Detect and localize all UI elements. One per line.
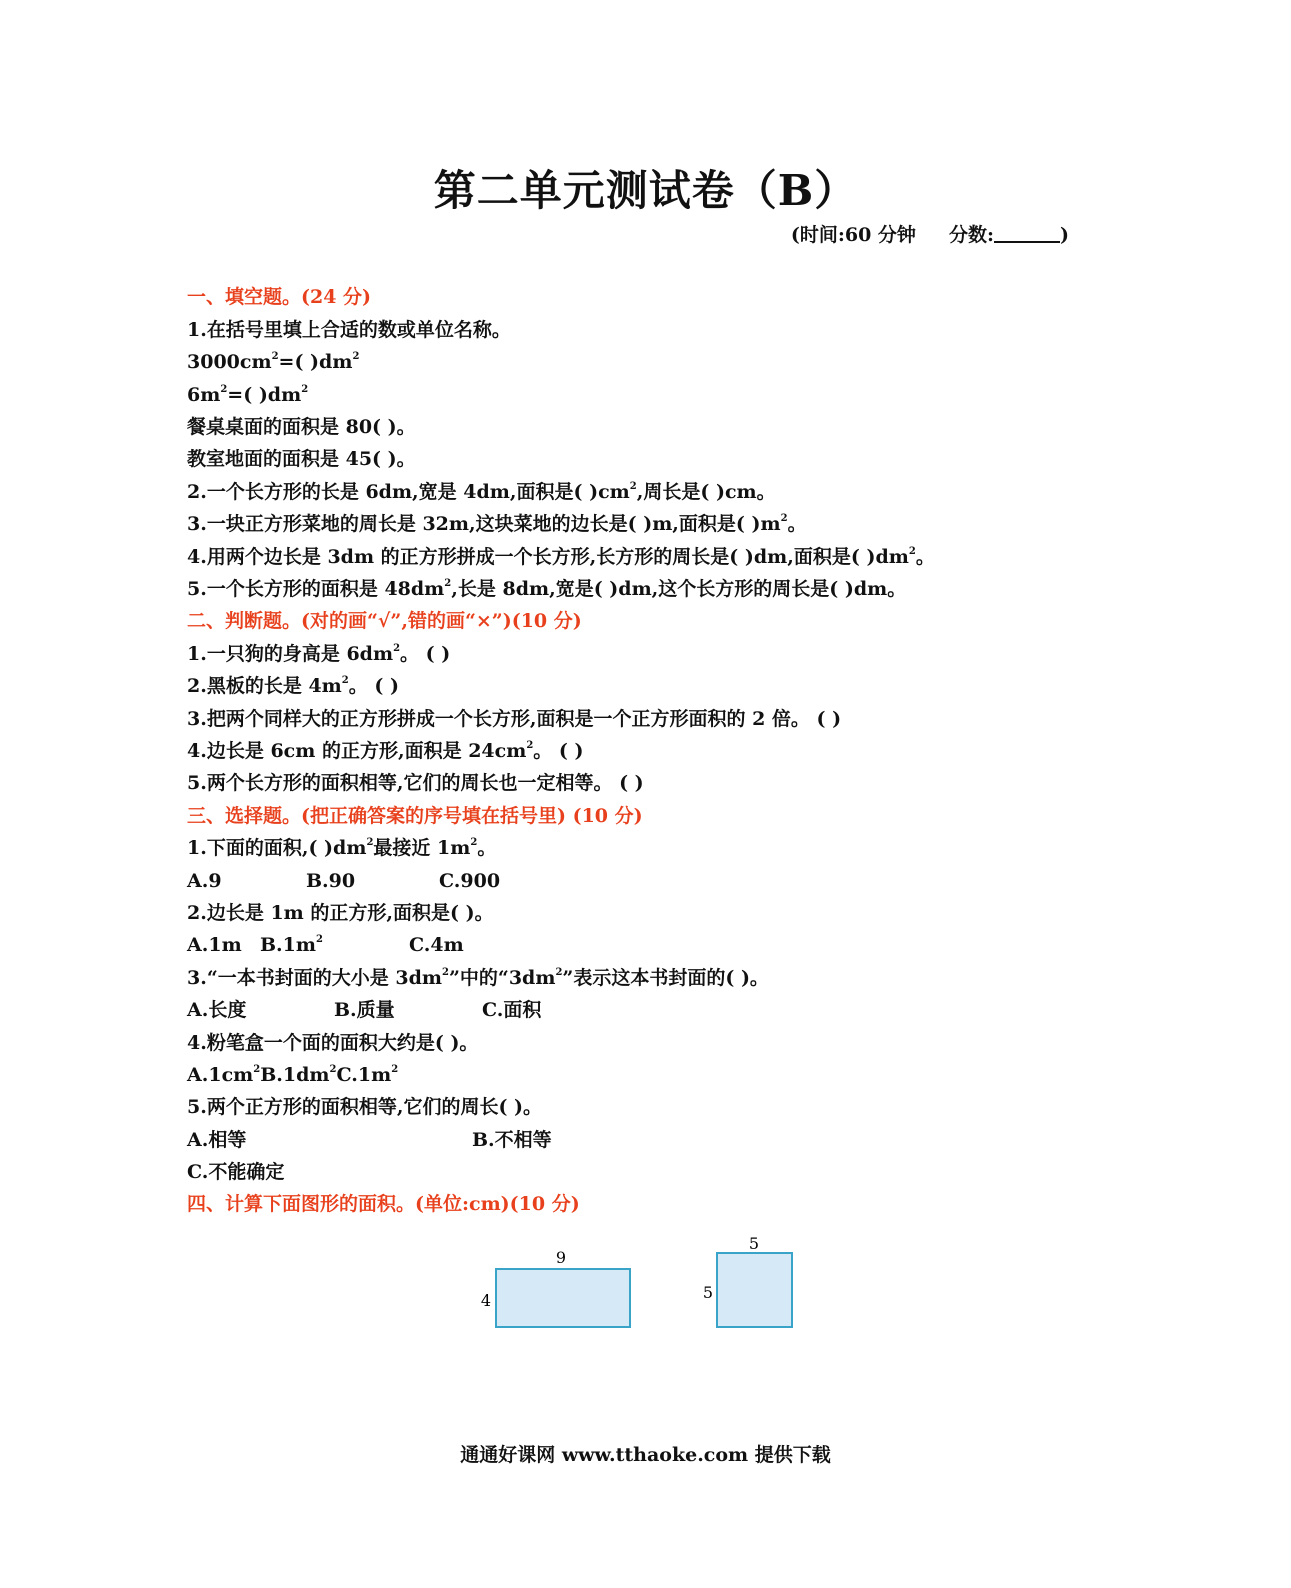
score-label: 分数:: [948, 224, 994, 246]
option-c: C.4m: [409, 934, 464, 956]
option-a: A.长度: [187, 999, 247, 1021]
s2-q5: 5.两个长方形的面积相等,它们的周长也一定相等。 ( ): [187, 772, 644, 794]
s3-q5-option-c: C.不能确定: [187, 1161, 285, 1183]
s1-q1: 1.在括号里填上合适的数或单位名称。: [187, 319, 511, 341]
option-b: B.1dm: [260, 1064, 330, 1086]
option-a: A.1cm: [187, 1064, 254, 1086]
square-top-label: 5: [748, 1236, 760, 1253]
s1-q4: 4.用两个边长是 3dm 的正方形拼成一个长方形,长方形的周长是( )dm,面积是( )$dm^2$。: [187, 546, 935, 568]
option-b: B.质量: [334, 999, 395, 1021]
s1-q1c: 餐桌桌面的面积是 80( )。: [187, 416, 416, 438]
score-blank[interactable]: [994, 223, 1060, 243]
section-3-heading: 三、选择题。(把正确答案的序号填在括号里) (10 分): [187, 805, 643, 827]
option-a: A.1m: [187, 934, 242, 956]
s2-q4: 4.边长是 6cm 的正方形,面积是 $24cm^2$。 ( ): [187, 740, 584, 762]
s1-q3: 3.一块正方形菜地的周长是 32m,这块菜地的边长是( )m,面积是( )$m^2$。: [187, 513, 807, 535]
rectangle-top-label: 9: [555, 1248, 567, 1267]
s3-q3: 3.“一本书封面的大小是 $3dm^2$”中的“$3dm^2$”表示这本书封面的( )。: [187, 967, 769, 989]
s1-q2: 2.一个长方形的长是 6dm,宽是 4dm,面积是( )$cm^2$,周长是( )cm。: [187, 481, 776, 503]
option-b: $B.1m^2$: [260, 934, 323, 956]
square-shape: [717, 1253, 792, 1327]
section-1-heading: 一、填空题。(24 分): [187, 286, 372, 308]
time-label: (时间:60 分钟: [790, 224, 916, 246]
s2-q3: 3.把两个同样大的正方形拼成一个长方形,面积是一个正方形面积的 2 倍。 ( ): [187, 708, 842, 730]
rectangle-shape: [496, 1269, 630, 1327]
page-title: 第二单元测试卷（B）: [433, 166, 858, 215]
s1-q5: 5.一个长方形的面积是 $48dm^2$,长是 8dm,宽是( )dm,这个长方形的周长是( )dm。: [187, 578, 907, 600]
footer-source: 通通好课网 www.tthaoke.com 提供下载: [460, 1444, 831, 1466]
meta-close: ): [1060, 224, 1069, 246]
option-b: B.不相等: [472, 1129, 552, 1151]
option-c: C.900: [439, 870, 501, 892]
s3-q5: 5.两个正方形的面积相等,它们的周长( )。: [187, 1096, 543, 1118]
s2-q1: 1.一只狗的身高是 $6dm^2$。 ( ): [187, 643, 451, 665]
exam-meta: [791, 220, 1069, 247]
rectangle-side-label: 4: [480, 1291, 492, 1310]
option-a: A.9: [187, 870, 222, 892]
option-a: A.相等: [187, 1129, 247, 1151]
s1-q1a: $3000cm^2=$( )$dm^2$: [187, 351, 360, 373]
s1-q1b: $6m^2=$( )$dm^2$: [187, 384, 309, 406]
s1-q1d: 教室地面的面积是 45( )。: [187, 448, 416, 470]
s2-q2: 2.黑板的长是 $4m^2$。 ( ): [187, 675, 399, 697]
s3-q4-options: $A.1cm^2B.1dm^2C.1m^2$: [187, 1064, 399, 1086]
s3-q1: 1.下面的面积,( )$dm^2$最接近 $1m^2$。: [187, 837, 497, 859]
option-c: C.1m: [336, 1064, 392, 1086]
square-side-label: 5: [702, 1283, 714, 1302]
s3-q2: 2.边长是 1m 的正方形,面积是( )。: [187, 902, 494, 924]
section-2-heading: 二、判断题。(对的画“√”,错的画“×”)(10 分): [187, 610, 582, 632]
area-figures: [470, 1236, 810, 1346]
option-b: B.90: [306, 870, 356, 892]
s3-q4: 4.粉笔盒一个面的面积大约是( )。: [187, 1032, 479, 1054]
section-4-heading: 四、计算下面图形的面积。(单位:cm)(10 分): [187, 1193, 580, 1215]
option-c: C.面积: [482, 999, 542, 1021]
